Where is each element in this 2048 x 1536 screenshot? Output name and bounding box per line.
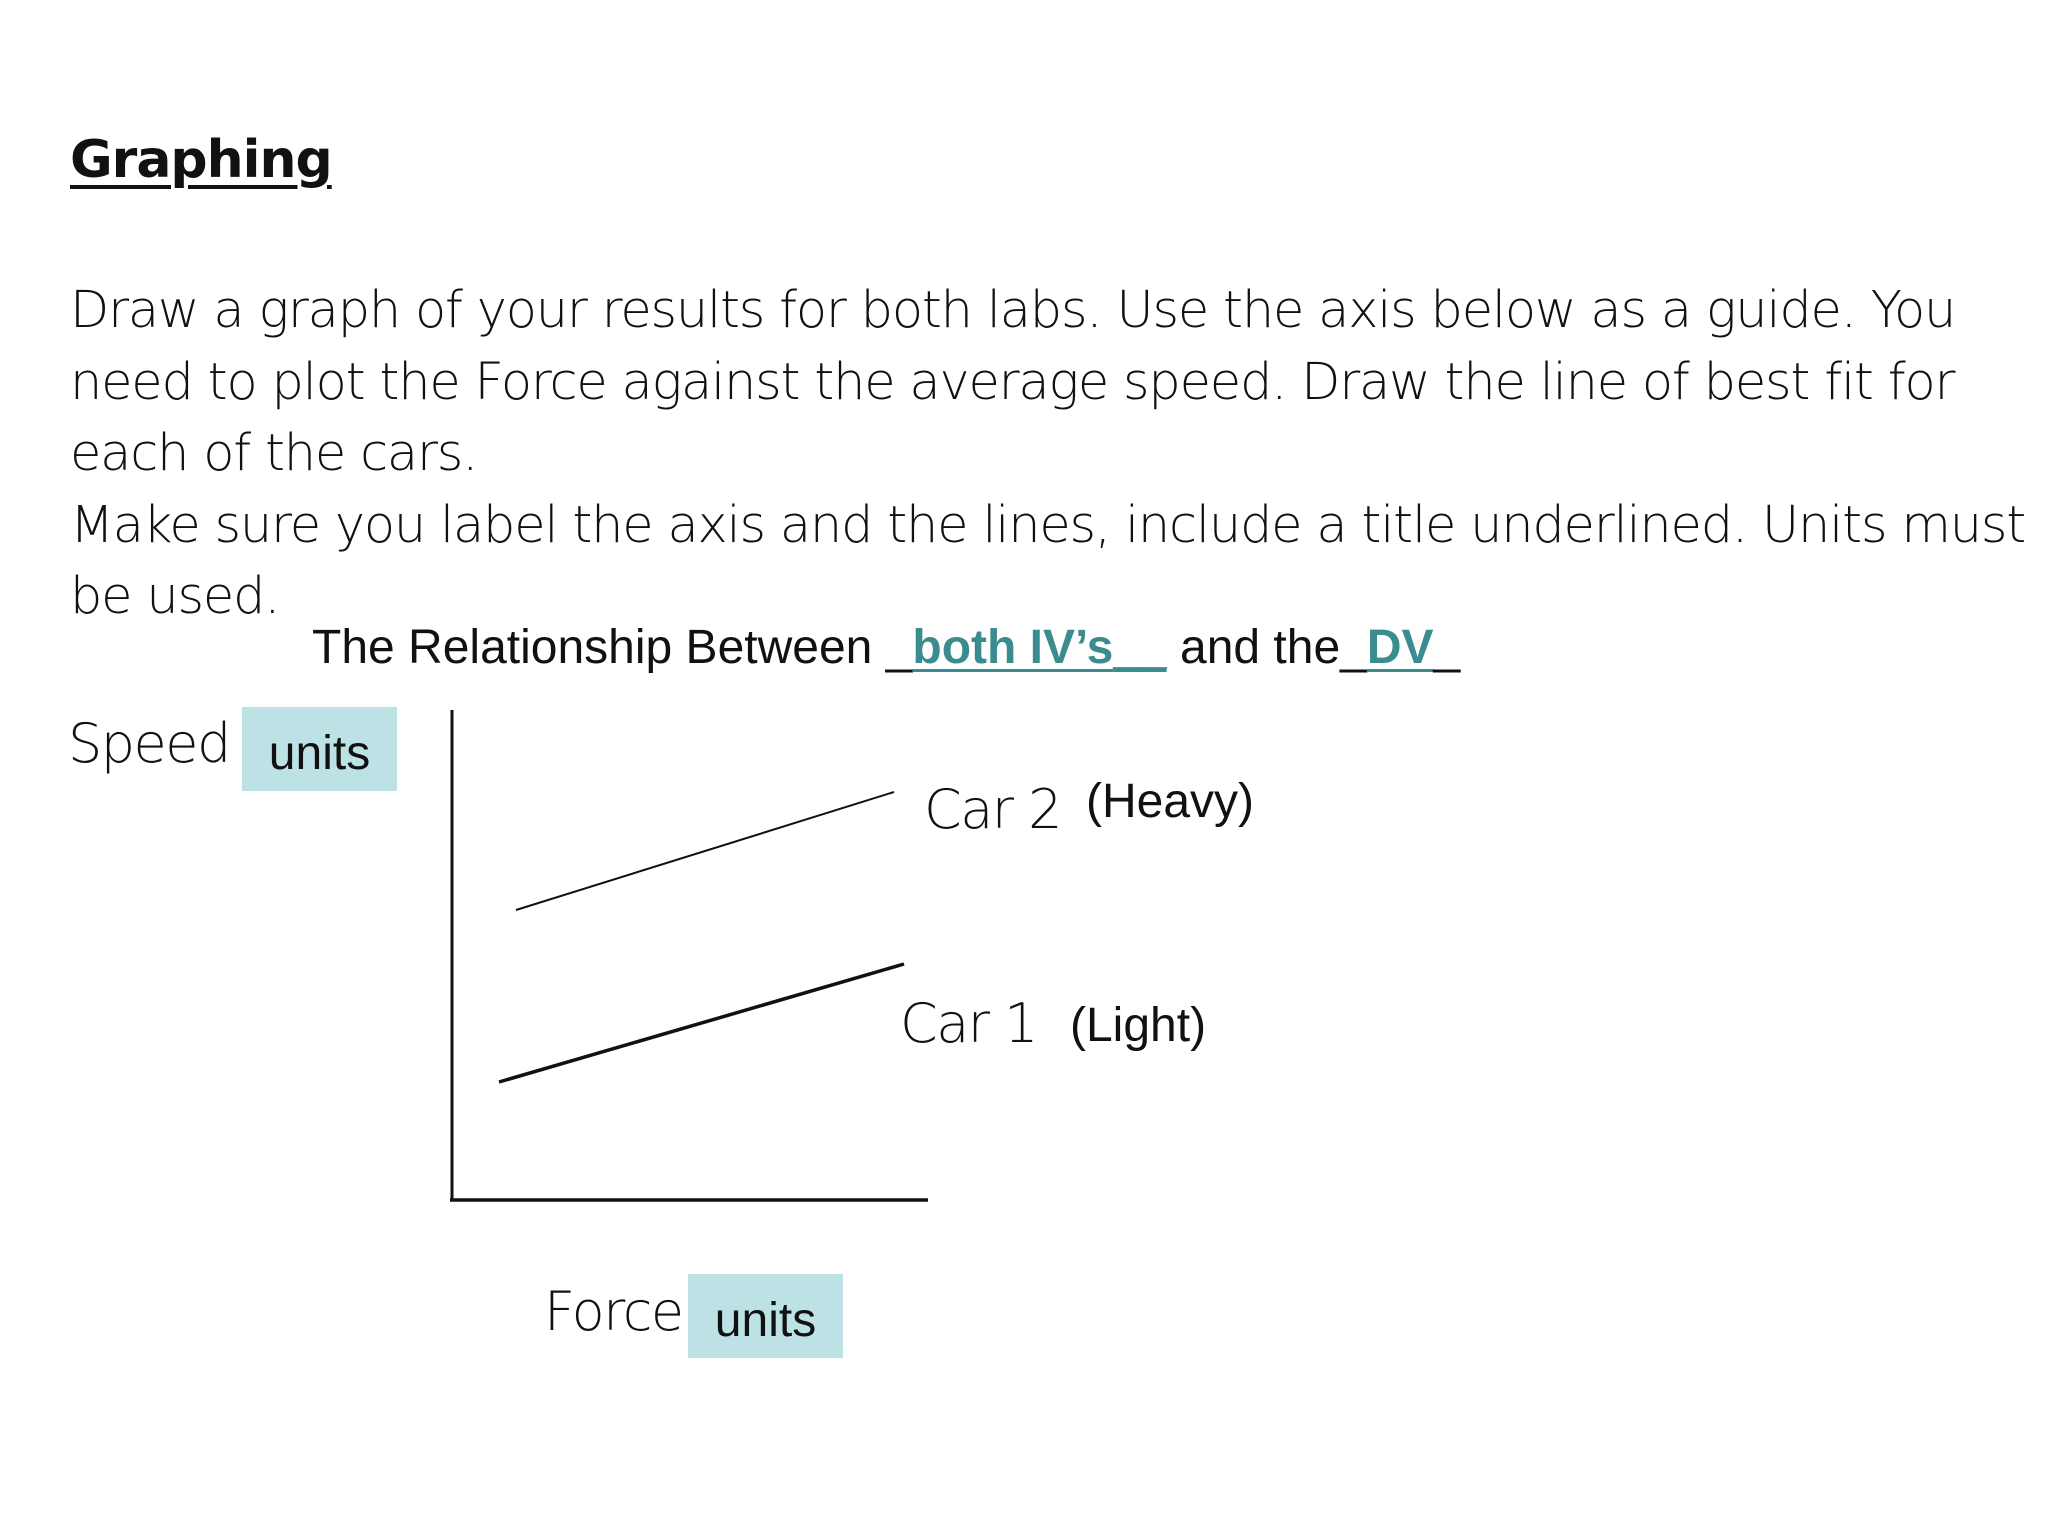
x-axis-label: Force [544, 1280, 683, 1343]
car-2-note: (Heavy) [1086, 775, 1255, 828]
instruction-paragraph-2: Make sure you label the axis and the lines, include a title underlined. Units must be used. [70, 495, 2026, 626]
car-1-best-fit-line [499, 964, 904, 1082]
car-1-label: Car 1 [900, 992, 1038, 1055]
x-axis-units-box: units [688, 1274, 843, 1358]
y-axis-label: Speed [68, 712, 230, 775]
graph-title-blank-open-1: _ [885, 621, 913, 674]
graph-title-fill-dv: DV [1366, 621, 1434, 674]
car-1-note: (Light) [1070, 999, 1207, 1052]
car-2-label: Car 2 [924, 778, 1062, 841]
graph-title-blank-close-1: __ [1113, 621, 1167, 674]
graph-title-blank-open-2: _ [1340, 621, 1367, 674]
graph-title-fill-iv-text: both IV’s [912, 621, 1114, 674]
graph-title-blank-close-2: _ [1433, 621, 1461, 674]
car-2-best-fit-line [516, 792, 894, 910]
graph-title-middle: and the [1166, 621, 1341, 674]
y-axis-units-box: units [242, 707, 397, 791]
graph-title-prefix: The Relationship Between [312, 621, 886, 674]
instruction-paragraph-1: Draw a graph of your results for both labs. Use the axis below as a guide. You need to plot the Force against the average speed. Draw the line of best fit for each of the cars. [70, 281, 1956, 483]
page-heading: Graphing [70, 130, 332, 190]
